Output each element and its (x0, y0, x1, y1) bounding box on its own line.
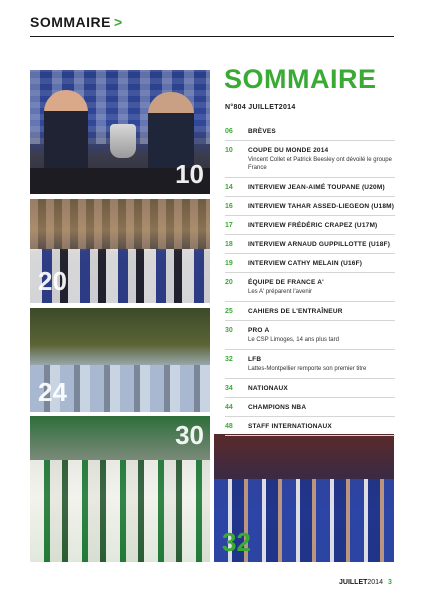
toc-subtitle: Le CSP Limoges, 14 ans plus tard (248, 337, 339, 343)
toc-page-number: 19 (225, 260, 233, 267)
table-of-contents (225, 128, 395, 442)
toc-page-number: 30 (225, 327, 233, 334)
toc-page-number: 06 (225, 128, 233, 135)
issue-label: N°804 JUILLET2014 (225, 104, 296, 111)
toc-title: INTERVIEW JEAN-AIMÉ TOUPANE (U20M) (248, 184, 385, 191)
page-title: SOMMAIRE (224, 64, 377, 94)
photo-coupe-du-monde (30, 70, 210, 194)
photo-page-number: 24 (38, 377, 67, 407)
toc-subtitle: Lattes-Montpellier remporte son premier titre (248, 366, 367, 372)
toc-item[interactable] (225, 385, 395, 398)
chevron-right-icon: > (114, 14, 123, 30)
toc-item[interactable] (225, 260, 395, 273)
photo-pro-a-limoges (30, 416, 210, 562)
person-left (44, 90, 88, 170)
toc-page-number: 10 (225, 147, 233, 154)
toc-page-number: 25 (225, 308, 233, 315)
header-divider (30, 36, 394, 37)
photo-lfb-lattes-montpellier (214, 434, 394, 562)
toc-item[interactable] (225, 423, 395, 436)
toc-item[interactable] (225, 241, 395, 254)
toc-item[interactable] (225, 147, 395, 178)
photo-page-number: 20 (38, 266, 67, 296)
toc-title: INTERVIEW CATHY MELAIN (U16F) (248, 260, 363, 267)
toc-title: ÉQUIPE DE FRANCE A' (248, 279, 324, 286)
toc-item[interactable] (225, 327, 395, 350)
toc-title: CAHIERS DE L'ENTRAÎNEUR (248, 308, 343, 315)
photo-team-celebration (30, 308, 210, 412)
trophy-icon (110, 124, 136, 158)
footer-month: JUILLET (339, 579, 368, 586)
toc-item[interactable] (225, 404, 395, 417)
page-header (30, 14, 394, 36)
toc-item[interactable] (225, 203, 395, 216)
toc-title: STAFF INTERNATIONAUX (248, 423, 332, 430)
crowd (30, 199, 210, 251)
toc-title: INTERVIEW ARNAUD GUPPILLOTTE (U18F) (248, 241, 391, 248)
toc-page-number: 20 (225, 279, 233, 286)
photo-page-number: 32 (222, 527, 251, 557)
toc-page-number: 16 (225, 203, 233, 210)
toc-item[interactable] (225, 222, 395, 235)
footer-page-number: 3 (388, 579, 392, 586)
toc-item[interactable] (225, 184, 395, 197)
toc-page-number: 48 (225, 423, 233, 430)
toc-title: CHAMPIONS NBA (248, 404, 307, 411)
toc-item[interactable] (225, 356, 395, 379)
footer-year: 2014 (367, 579, 383, 586)
footer-issue (339, 579, 383, 586)
photo-equipe-de-france (30, 199, 210, 303)
toc-page-number: 17 (225, 222, 233, 229)
toc-subtitle: Vincent Collet et Patrick Beesley ont dévoilé le groupe France (248, 157, 392, 171)
photo-page-number: 10 (175, 159, 204, 189)
toc-title: COUPE DU MONDE 2014 (248, 147, 329, 154)
toc-title: BRÈVES (248, 128, 276, 135)
toc-page-number: 44 (225, 404, 233, 411)
toc-item[interactable] (225, 308, 395, 321)
photo-page-number: 30 (175, 420, 204, 450)
toc-subtitle: Les A' préparent l'avenir (248, 289, 312, 295)
players-group (30, 460, 210, 562)
toc-page-number: 18 (225, 241, 233, 248)
header-title: SOMMAIRE (30, 14, 111, 30)
toc-title: PRO A (248, 327, 270, 334)
toc-item[interactable] (225, 128, 395, 141)
toc-page-number: 32 (225, 356, 233, 363)
toc-page-number: 14 (225, 184, 233, 191)
toc-title: INTERVIEW TAHAR ASSED-LIEGEON (U18M) (248, 203, 395, 210)
toc-page-number: 34 (225, 385, 233, 392)
toc-title: INTERVIEW FRÉDÉRIC CRAPEZ (U17M) (248, 222, 378, 229)
toc-item[interactable] (225, 279, 395, 302)
toc-title: NATIONAUX (248, 385, 288, 392)
toc-title: LFB (248, 356, 262, 363)
